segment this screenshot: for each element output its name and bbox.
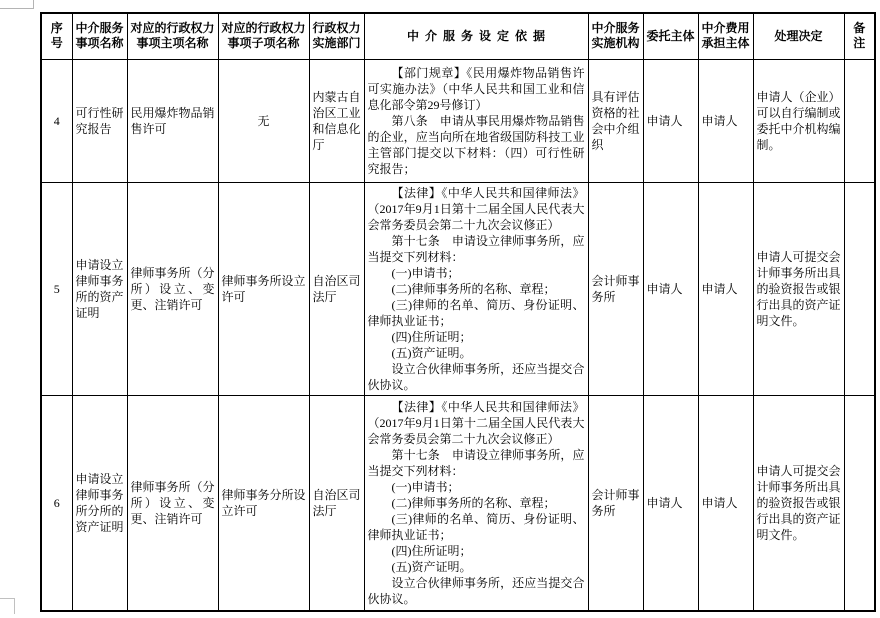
- cell-service-name: 申请设立律师事务所的资产证明: [72, 182, 127, 395]
- col-header-basis: 中介服务设定依据: [364, 13, 588, 59]
- cell-sub-item: 无: [218, 59, 309, 182]
- cell-main-item: 律师事务所（分所）设立、变更、注销许可: [127, 182, 218, 395]
- cell-agency: 会计师事务所: [588, 395, 643, 611]
- cell-service-name: 可行性研究报告: [72, 59, 127, 182]
- col-header-decision: 处理决定: [753, 13, 844, 59]
- col-header-agency: 中介服务实施机构: [588, 13, 643, 59]
- table-row: [41, 59, 875, 182]
- col-header-department: 行政权力实施部门: [309, 13, 364, 59]
- col-header-remark: 备注: [844, 13, 875, 59]
- cell-sub-item: 律师事务所设立许可: [218, 182, 309, 395]
- cell-decision: 申请人（企业）可以自行编制或委托中介机构编制。: [753, 59, 844, 182]
- col-header-service-name: 中介服务事项名称: [72, 13, 127, 59]
- col-header-sub-item: 对应的行政权力事项子项名称: [218, 13, 309, 59]
- cell-decision: 申请人可提交会计师事务所出具的验资报告或银行出具的资产证明文件。: [753, 182, 844, 395]
- cell-principal: 申请人: [643, 59, 698, 182]
- cell-remark: [844, 395, 875, 611]
- cell-main-item: 律师事务所（分所）设立、变更、注销许可: [127, 395, 218, 611]
- cell-agency: 会计师事务所: [588, 182, 643, 395]
- col-header-seq: 序号: [41, 13, 72, 59]
- cell-seq: 4: [41, 59, 72, 182]
- cell-department: 自治区司法厅: [309, 395, 364, 611]
- intermediary-services-table: [40, 12, 876, 612]
- cell-basis: 【法律】《中华人民共和国律师法》（2017年9月1日第十二届全国人民代表大会常务委员会第二十九次会议修正） 第十七条 申请设立律师事务所，应当提交下列材料： (一)申请书； (二)律师事务所的名称、章程； (三)律师的名单、简历、身份证明、律师执业证书； (四)住所证明； (五)资产证明。 设立合伙律师事务所，还应当提交合伙协议。: [364, 182, 588, 395]
- cell-remark: [844, 59, 875, 182]
- col-header-principal: 委托主体: [643, 13, 698, 59]
- cell-remark: [844, 182, 875, 395]
- cell-department: 内蒙古自治区工业和信息化厅: [309, 59, 364, 182]
- cell-seq: 6: [41, 395, 72, 611]
- cell-basis: 【法律】《中华人民共和国律师法》（2017年9月1日第十二届全国人民代表大会常务委员会第二十九次会议修正） 第十七条 申请设立律师事务所，应当提交下列材料： (一)申请书； (二)律师事务所的名称、章程； (三)律师的名单、简历、身份证明、律师执业证书； (四)住所证明； (五)资产证明。 设立合伙律师事务所，还应当提交合伙协议。: [364, 395, 588, 611]
- cell-principal: 申请人: [643, 395, 698, 611]
- cell-seq: 5: [41, 182, 72, 395]
- cell-basis: 【部门规章】《民用爆炸物品销售许可实施办法》（中华人民共和国工业和信息化部令第29号修订） 第八条 申请从事民用爆炸物品销售的企业，应当向所在地省级国防科技工业主管部门提交以下材料：（四）可行性研究报告；: [364, 59, 588, 182]
- col-header-main-item: 对应的行政权力事项主项名称: [127, 13, 218, 59]
- cell-main-item: 民用爆炸物品销售许可: [127, 59, 218, 182]
- cell-agency: 具有评估资格的社会中介组织: [588, 59, 643, 182]
- cell-fee-bearer: 申请人: [698, 395, 753, 611]
- cell-fee-bearer: 申请人: [698, 59, 753, 182]
- cell-service-name: 申请设立律师事务所分所的资产证明: [72, 395, 127, 611]
- cell-fee-bearer: 申请人: [698, 182, 753, 395]
- cell-decision: 申请人可提交会计师事务所出具的验资报告或银行出具的资产证明文件。: [753, 395, 844, 611]
- header-row: [41, 13, 875, 59]
- cell-principal: 申请人: [643, 182, 698, 395]
- cell-department: 自治区司法厅: [309, 182, 364, 395]
- col-header-fee-bearer: 中介费用承担主体: [698, 13, 753, 59]
- table-row: [41, 395, 875, 611]
- page-break-artifact-top: [0, 0, 34, 9]
- table-row: [41, 182, 875, 395]
- page-break-artifact-bottom: [0, 598, 15, 614]
- cell-sub-item: 律师事务分所设立许可: [218, 395, 309, 611]
